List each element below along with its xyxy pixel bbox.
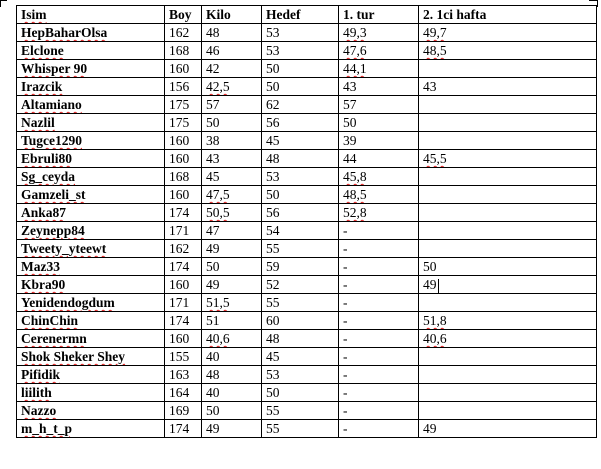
cell-value: 40 — [206, 349, 220, 364]
cell-hafta2[interactable] — [419, 258, 597, 276]
participant-name: Maz33 — [21, 259, 60, 274]
cell-name[interactable] — [17, 258, 165, 276]
cell-value: 160 — [169, 331, 190, 346]
table-header-row — [17, 6, 597, 24]
cell-value: 51 — [206, 313, 220, 328]
participant-name: Yenidendogdum — [21, 295, 115, 310]
cell-value: 50 — [423, 259, 437, 274]
cell-hedef[interactable] — [262, 222, 339, 240]
cell-hafta2[interactable] — [419, 348, 597, 366]
table-row — [17, 294, 597, 312]
cell-value: 54 — [266, 223, 280, 238]
cell-value: 53 — [266, 169, 280, 184]
cell-kilo[interactable] — [202, 402, 262, 420]
cell-value: 52,8 — [343, 205, 367, 220]
cell-boy[interactable] — [165, 222, 202, 240]
cell-value: 45 — [206, 169, 220, 184]
participant-name: ChinChin — [21, 313, 79, 328]
text-cursor — [438, 279, 439, 293]
cell-value: 50 — [266, 61, 280, 76]
table-row — [17, 420, 597, 438]
weight-tracking-table[interactable] — [16, 5, 597, 438]
table-row — [17, 240, 597, 258]
table-row — [17, 186, 597, 204]
cell-name[interactable] — [17, 384, 165, 402]
cell-hafta2[interactable] — [419, 60, 597, 78]
cell-kilo[interactable] — [202, 114, 262, 132]
cell-name[interactable] — [17, 60, 165, 78]
cell-name[interactable] — [17, 132, 165, 150]
cell-value: 55 — [266, 403, 280, 418]
table-row — [17, 312, 597, 330]
participant-name: Ebruli80 — [21, 151, 73, 166]
cell-hafta2[interactable] — [419, 240, 597, 258]
cell-boy[interactable] — [165, 312, 202, 330]
cell-hafta2[interactable] — [419, 276, 597, 294]
table-row — [17, 402, 597, 420]
cell-hedef[interactable] — [262, 420, 339, 438]
cell-hafta2[interactable] — [419, 132, 597, 150]
cell-boy[interactable] — [165, 114, 202, 132]
cell-value: 160 — [169, 133, 190, 148]
cell-hafta2[interactable] — [419, 168, 597, 186]
cell-value: 40,6 — [206, 331, 230, 346]
cell-boy[interactable] — [165, 42, 202, 60]
cell-kilo[interactable] — [202, 348, 262, 366]
cell-value: 45,5 — [423, 151, 447, 166]
cell-value: - — [343, 259, 348, 274]
cell-boy[interactable] — [165, 294, 202, 312]
cell-value: 50 — [266, 385, 280, 400]
table-row — [17, 276, 597, 294]
cell-hafta2[interactable] — [419, 186, 597, 204]
cell-hedef[interactable] — [262, 60, 339, 78]
participant-name: Kbra90 — [21, 277, 66, 292]
cell-value: 45 — [266, 349, 280, 364]
cell-value: 171 — [169, 295, 190, 310]
cell-value: 38 — [206, 133, 220, 148]
cell-hafta2[interactable] — [419, 294, 597, 312]
cell-value: 51,8 — [423, 313, 447, 328]
cell-value: 49 — [206, 241, 220, 256]
cell-hedef[interactable] — [262, 258, 339, 276]
cell-value: 60 — [266, 313, 280, 328]
cell-name[interactable] — [17, 168, 165, 186]
participant-name: Cerenermn — [21, 331, 87, 346]
cell-value: 47,5 — [206, 187, 230, 202]
cell-value: 160 — [169, 151, 190, 166]
page-corner-mark-left — [0, 0, 7, 7]
cell-hedef[interactable] — [262, 114, 339, 132]
cell-value: 53 — [266, 43, 280, 58]
cell-value: 49 — [423, 277, 437, 292]
participant-name: Shok Sheker Shey — [21, 349, 126, 364]
cell-value: 174 — [169, 205, 190, 220]
cell-hafta2[interactable] — [419, 330, 597, 348]
participant-name: Elclone — [21, 43, 64, 58]
cell-tur1[interactable] — [339, 24, 419, 42]
cell-kilo[interactable] — [202, 78, 262, 96]
participant-name: Tugce1290 — [21, 133, 83, 148]
participant-name: m_h_t_p — [21, 421, 73, 436]
cell-value: 48 — [206, 367, 220, 382]
cell-tur1[interactable] — [339, 330, 419, 348]
cell-hedef[interactable] — [262, 402, 339, 420]
cell-value: 156 — [169, 79, 190, 94]
cell-value: 62 — [266, 97, 280, 112]
participant-name: Gamzeli_st — [21, 187, 86, 202]
cell-name[interactable] — [17, 24, 165, 42]
cell-kilo[interactable] — [202, 60, 262, 78]
cell-value: - — [343, 277, 348, 292]
cell-tur1[interactable] — [339, 294, 419, 312]
table-row — [17, 60, 597, 78]
cell-value: 53 — [266, 25, 280, 40]
cell-tur1[interactable] — [339, 366, 419, 384]
participant-name: Anka87 — [21, 205, 67, 220]
cell-hedef[interactable] — [262, 204, 339, 222]
cell-tur1[interactable] — [339, 348, 419, 366]
cell-tur1[interactable] — [339, 186, 419, 204]
cell-value: 163 — [169, 367, 190, 382]
cell-boy[interactable] — [165, 132, 202, 150]
table-row — [17, 348, 597, 366]
cell-value: 49,7 — [423, 25, 447, 40]
cell-name[interactable] — [17, 204, 165, 222]
cell-kilo[interactable] — [202, 420, 262, 438]
cell-name[interactable] — [17, 96, 165, 114]
cell-value: 48 — [266, 151, 280, 166]
cell-hedef[interactable] — [262, 96, 339, 114]
cell-kilo[interactable] — [202, 222, 262, 240]
cell-value: 55 — [266, 421, 280, 436]
cell-name[interactable] — [17, 348, 165, 366]
header-boy: Boy — [165, 6, 202, 24]
cell-boy[interactable] — [165, 168, 202, 186]
cell-hedef[interactable] — [262, 78, 339, 96]
table-row — [17, 24, 597, 42]
cell-hafta2[interactable] — [419, 24, 597, 42]
cell-boy[interactable] — [165, 258, 202, 276]
cell-value: 160 — [169, 61, 190, 76]
participant-name: Altamiano — [21, 97, 82, 112]
cell-name[interactable] — [17, 312, 165, 330]
cell-kilo[interactable] — [202, 384, 262, 402]
cell-value: 42 — [206, 61, 220, 76]
cell-name[interactable] — [17, 150, 165, 168]
participant-name: Nazzo — [21, 403, 57, 418]
cell-value: 168 — [169, 43, 190, 58]
cell-value: 52 — [266, 277, 280, 292]
cell-tur1[interactable] — [339, 96, 419, 114]
cell-value: - — [343, 421, 348, 436]
cell-value: - — [343, 223, 348, 238]
cell-value: 50 — [266, 79, 280, 94]
header-isim: Isim — [17, 6, 165, 24]
cell-hedef[interactable] — [262, 294, 339, 312]
cell-value: 174 — [169, 259, 190, 274]
cell-boy[interactable] — [165, 420, 202, 438]
cell-tur1[interactable] — [339, 276, 419, 294]
cell-value: - — [343, 331, 348, 346]
cell-hedef[interactable] — [262, 276, 339, 294]
cell-kilo[interactable] — [202, 132, 262, 150]
cell-value: 44 — [343, 151, 357, 166]
header-kilo: Kilo — [202, 6, 262, 24]
cell-tur1[interactable] — [339, 420, 419, 438]
cell-tur1[interactable] — [339, 78, 419, 96]
cell-name[interactable] — [17, 222, 165, 240]
cell-value: 171 — [169, 223, 190, 238]
cell-value: - — [343, 403, 348, 418]
cell-value: 160 — [169, 187, 190, 202]
cell-name[interactable] — [17, 366, 165, 384]
cell-value: 56 — [266, 205, 280, 220]
cell-value: 175 — [169, 97, 190, 112]
cell-value: 49 — [206, 277, 220, 292]
cell-name[interactable] — [17, 276, 165, 294]
cell-value: 47 — [206, 223, 220, 238]
participant-name: Whisper 90 — [21, 61, 88, 76]
cell-value: 43 — [423, 79, 437, 94]
cell-name[interactable] — [17, 420, 165, 438]
cell-value: 50 — [206, 115, 220, 130]
cell-value: 50 — [206, 259, 220, 274]
header-tur1: 1. tur — [339, 6, 419, 24]
cell-name[interactable] — [17, 42, 165, 60]
cell-value: 49,3 — [343, 25, 367, 40]
cell-value: 45,8 — [343, 169, 367, 184]
cell-kilo[interactable] — [202, 258, 262, 276]
cell-value: 49 — [423, 421, 437, 436]
cell-kilo[interactable] — [202, 294, 262, 312]
cell-value: 48,5 — [343, 187, 367, 202]
cell-hedef[interactable] — [262, 132, 339, 150]
cell-value: 56 — [266, 115, 280, 130]
cell-value: 45 — [266, 133, 280, 148]
cell-value: 43 — [206, 151, 220, 166]
table-row — [17, 384, 597, 402]
participant-name: Sg_ceyda — [21, 169, 75, 184]
cell-hedef[interactable] — [262, 240, 339, 258]
cell-value: 174 — [169, 313, 190, 328]
cell-value: 175 — [169, 115, 190, 130]
cell-hafta2[interactable] — [419, 42, 597, 60]
cell-hedef[interactable] — [262, 42, 339, 60]
cell-value: - — [343, 385, 348, 400]
cell-value: 44,1 — [343, 61, 367, 76]
cell-tur1[interactable] — [339, 312, 419, 330]
cell-name[interactable] — [17, 294, 165, 312]
cell-value: 155 — [169, 349, 190, 364]
table-row — [17, 222, 597, 240]
cell-hedef[interactable] — [262, 312, 339, 330]
cell-tur1[interactable] — [339, 402, 419, 420]
cell-hedef[interactable] — [262, 366, 339, 384]
cell-value: 51,5 — [206, 295, 230, 310]
table-row — [17, 78, 597, 96]
cell-kilo[interactable] — [202, 330, 262, 348]
cell-value: 164 — [169, 385, 190, 400]
participant-name: Zeynepp84 — [21, 223, 85, 238]
cell-boy[interactable] — [165, 348, 202, 366]
participant-name: Tweety_yteewt — [21, 241, 107, 256]
table-row — [17, 366, 597, 384]
cell-kilo[interactable] — [202, 204, 262, 222]
cell-value: - — [343, 349, 348, 364]
cell-boy[interactable] — [165, 60, 202, 78]
cell-hedef[interactable] — [262, 348, 339, 366]
table-row — [17, 132, 597, 150]
cell-boy[interactable] — [165, 78, 202, 96]
cell-value: 46 — [206, 43, 220, 58]
cell-boy[interactable] — [165, 240, 202, 258]
cell-kilo[interactable] — [202, 276, 262, 294]
cell-value: 50,5 — [206, 205, 230, 220]
cell-kilo[interactable] — [202, 312, 262, 330]
cell-tur1[interactable] — [339, 168, 419, 186]
cell-kilo[interactable] — [202, 186, 262, 204]
cell-kilo[interactable] — [202, 96, 262, 114]
cell-value: 160 — [169, 277, 190, 292]
participant-name: Nazlil — [21, 115, 55, 130]
cell-boy[interactable] — [165, 24, 202, 42]
cell-value: 57 — [343, 97, 357, 112]
cell-kilo[interactable] — [202, 168, 262, 186]
cell-name[interactable] — [17, 330, 165, 348]
cell-kilo[interactable] — [202, 240, 262, 258]
cell-value: 40 — [206, 385, 220, 400]
cell-value: 50 — [266, 187, 280, 202]
cell-value: 162 — [169, 25, 190, 40]
cell-tur1[interactable] — [339, 204, 419, 222]
cell-kilo[interactable] — [202, 42, 262, 60]
cell-value: 174 — [169, 421, 190, 436]
cell-value: 55 — [266, 295, 280, 310]
table-row — [17, 150, 597, 168]
table-row — [17, 168, 597, 186]
table-row — [17, 42, 597, 60]
table-row — [17, 96, 597, 114]
cell-hedef[interactable] — [262, 150, 339, 168]
cell-hafta2[interactable] — [419, 402, 597, 420]
cell-value: 162 — [169, 241, 190, 256]
cell-value: 48 — [266, 331, 280, 346]
cell-boy[interactable] — [165, 402, 202, 420]
participant-name: Pifidik — [21, 367, 61, 382]
cell-kilo[interactable] — [202, 24, 262, 42]
cell-hedef[interactable] — [262, 24, 339, 42]
cell-value: 43 — [343, 79, 357, 94]
cell-value: 168 — [169, 169, 190, 184]
cell-value: - — [343, 241, 348, 256]
cell-name[interactable] — [17, 114, 165, 132]
cell-tur1[interactable] — [339, 42, 419, 60]
cell-hafta2[interactable] — [419, 366, 597, 384]
cell-value: 57 — [206, 97, 220, 112]
cell-hafta2[interactable] — [419, 384, 597, 402]
cell-tur1[interactable] — [339, 384, 419, 402]
cell-tur1[interactable] — [339, 60, 419, 78]
table-row — [17, 330, 597, 348]
cell-hedef[interactable] — [262, 384, 339, 402]
cell-hafta2[interactable] — [419, 96, 597, 114]
participant-name: Irazcik — [21, 79, 63, 94]
cell-tur1[interactable] — [339, 240, 419, 258]
cell-hafta2[interactable] — [419, 204, 597, 222]
cell-hafta2[interactable] — [419, 78, 597, 96]
cell-value: 48 — [206, 25, 220, 40]
cell-value: 50 — [343, 115, 357, 130]
cell-value: 49 — [206, 421, 220, 436]
cell-hedef[interactable] — [262, 186, 339, 204]
cell-hedef[interactable] — [262, 330, 339, 348]
cell-hafta2[interactable] — [419, 312, 597, 330]
cell-value: - — [343, 313, 348, 328]
cell-tur1[interactable] — [339, 258, 419, 276]
table-row — [17, 204, 597, 222]
cell-hedef[interactable] — [262, 168, 339, 186]
cell-value: 53 — [266, 367, 280, 382]
cell-boy[interactable] — [165, 330, 202, 348]
cell-value: 47,6 — [343, 43, 367, 58]
cell-value: 48,5 — [423, 43, 447, 58]
cell-name[interactable] — [17, 186, 165, 204]
cell-boy[interactable] — [165, 366, 202, 384]
cell-kilo[interactable] — [202, 366, 262, 384]
header-hedef: Hedef — [262, 6, 339, 24]
cell-tur1[interactable] — [339, 114, 419, 132]
cell-tur1[interactable] — [339, 222, 419, 240]
cell-hafta2[interactable] — [419, 150, 597, 168]
participant-name: liilith — [21, 385, 52, 400]
cell-tur1[interactable] — [339, 132, 419, 150]
cell-boy[interactable] — [165, 204, 202, 222]
cell-boy[interactable] — [165, 186, 202, 204]
cell-value: - — [343, 295, 348, 310]
cell-hafta2[interactable] — [419, 222, 597, 240]
cell-boy[interactable] — [165, 384, 202, 402]
header-hafta2: 2. 1ci hafta — [419, 6, 597, 24]
cell-name[interactable] — [17, 402, 165, 420]
table-row — [17, 258, 597, 276]
cell-value: 40,6 — [423, 331, 447, 346]
cell-value: 55 — [266, 241, 280, 256]
cell-kilo[interactable] — [202, 150, 262, 168]
cell-value: 42,5 — [206, 79, 230, 94]
cell-value: - — [343, 367, 348, 382]
cell-boy[interactable] — [165, 96, 202, 114]
cell-boy[interactable] — [165, 276, 202, 294]
table-body — [17, 24, 597, 438]
cell-value: 39 — [343, 133, 357, 148]
cell-boy[interactable] — [165, 150, 202, 168]
cell-hafta2[interactable] — [419, 420, 597, 438]
participant-name: HepBaharOlsa — [21, 25, 108, 40]
cell-value: 50 — [206, 403, 220, 418]
cell-value: 59 — [266, 259, 280, 274]
cell-hafta2[interactable] — [419, 114, 597, 132]
table-row — [17, 114, 597, 132]
cell-value: 169 — [169, 403, 190, 418]
cell-tur1[interactable] — [339, 150, 419, 168]
cell-name[interactable] — [17, 78, 165, 96]
cell-name[interactable] — [17, 240, 165, 258]
